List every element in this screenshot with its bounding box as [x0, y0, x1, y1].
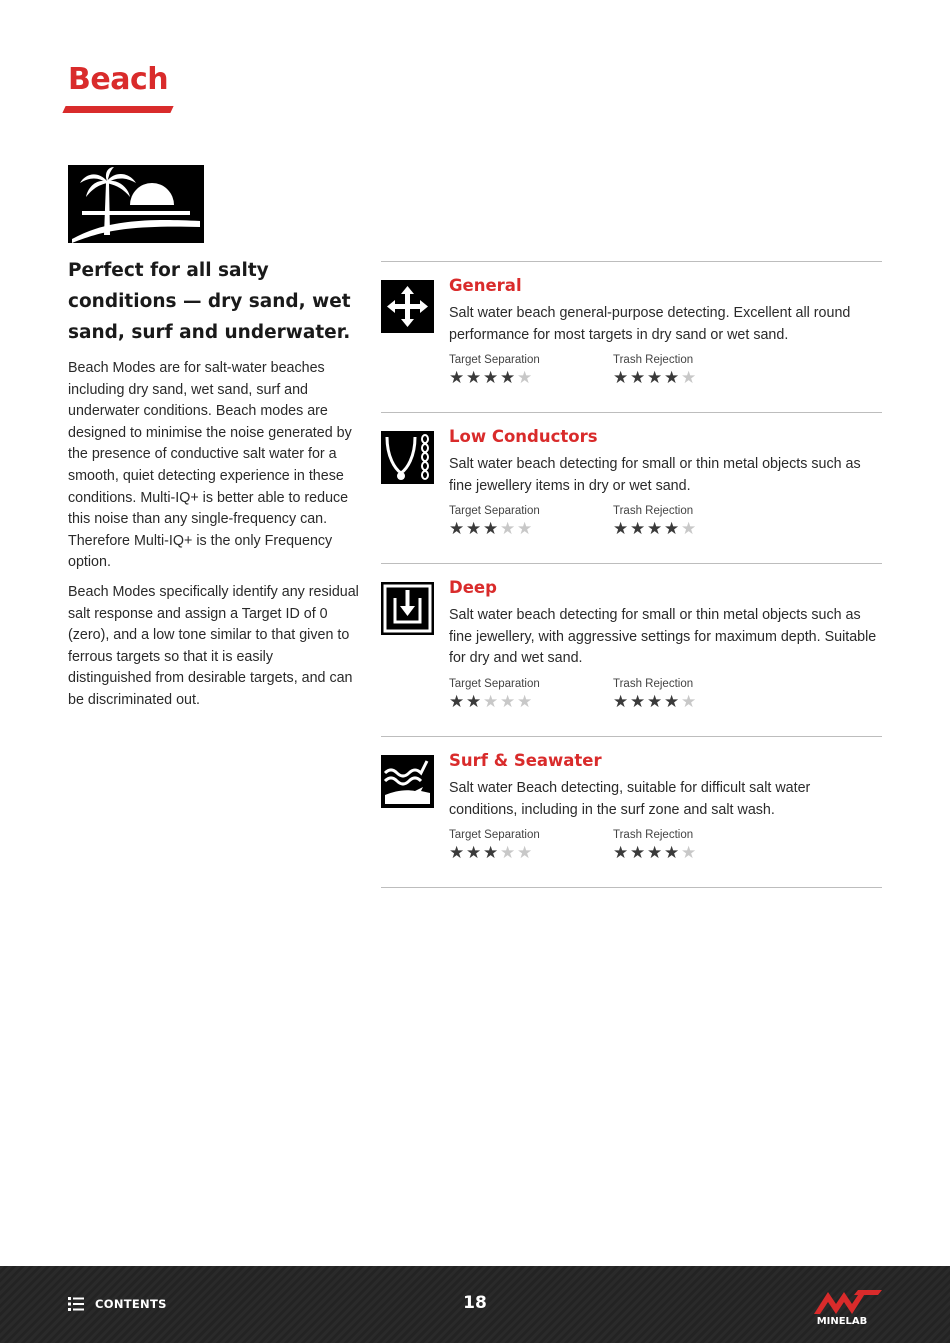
star-rating	[613, 692, 777, 712]
intro-paragraph: Beach Modes are for salt-water beaches including dry sand, wet sand, surf and underwater conditions. Beach modes are designed to minimise the noise generated by the presence of conductive salt water for a smooth, quiet detecting experience in these conditions. Multi-IQ+ is better able to reduce this noise than any single-frequency can. Therefore Multi-IQ+ is the only Frequency option.	[68, 360, 352, 571]
mode-name: Deep	[449, 578, 497, 597]
divider	[381, 887, 882, 888]
star-filled-icon: ★	[483, 368, 499, 388]
star-rating	[449, 692, 613, 712]
star-filled-icon: ★	[483, 519, 499, 539]
star-empty-icon: ★	[500, 519, 516, 539]
star-filled-icon: ★	[449, 843, 465, 863]
star-filled-icon: ★	[664, 368, 680, 388]
target-separation-rating	[449, 354, 613, 388]
star-filled-icon: ★	[613, 519, 629, 539]
star-filled-icon: ★	[449, 691, 465, 711]
mode-general	[381, 261, 882, 412]
target-separation-rating	[449, 505, 613, 539]
star-filled-icon: ★	[613, 843, 629, 863]
star-empty-icon: ★	[681, 691, 697, 711]
star-filled-icon: ★	[630, 843, 646, 863]
star-empty-icon: ★	[500, 691, 516, 711]
star-filled-icon: ★	[630, 691, 646, 711]
mode-name: Surf & Seawater	[449, 751, 602, 770]
star-empty-icon: ★	[517, 519, 533, 539]
rating-label: Target Separation	[449, 829, 540, 842]
title-underline	[62, 106, 173, 113]
star-filled-icon: ★	[449, 368, 465, 388]
intro-section	[68, 255, 360, 720]
star-filled-icon: ★	[449, 519, 465, 539]
star-filled-icon: ★	[647, 691, 663, 711]
rating-label: Trash Rejection	[613, 505, 694, 518]
trash-rejection-rating	[613, 505, 777, 539]
star-filled-icon: ★	[613, 691, 629, 711]
logo-text: MINELAB	[816, 1316, 868, 1327]
star-empty-icon: ★	[681, 843, 697, 863]
mode-deep	[381, 563, 882, 736]
star-filled-icon: ★	[630, 519, 646, 539]
star-empty-icon: ★	[517, 368, 533, 388]
modes-list	[381, 261, 882, 888]
intro-paragraph: Beach Modes specifically identify any residual salt response and assign a Target ID of 0 (zero), and a low tone similar to that given to ferrous targets so that it is easily distinguished from desirable targets, and can be discriminated out.	[68, 583, 359, 708]
trash-rejection-rating	[613, 678, 777, 712]
lead-text: Perfect for all salty conditions — dry sand, wet sand, surf and underwater.	[68, 260, 351, 343]
star-filled-icon: ★	[647, 368, 663, 388]
rating-label: Trash Rejection	[613, 829, 694, 842]
star-empty-icon: ★	[681, 519, 697, 539]
footer-bar	[0, 1266, 950, 1343]
star-filled-icon: ★	[613, 368, 629, 388]
star-rating	[449, 519, 613, 539]
star-rating	[449, 368, 613, 388]
star-filled-icon: ★	[664, 519, 680, 539]
star-empty-icon: ★	[681, 368, 697, 388]
mode-name: General	[449, 276, 522, 295]
star-filled-icon: ★	[647, 843, 663, 863]
contents-label: CONTENTS	[95, 1297, 167, 1311]
deep-target-arrow-icon	[381, 582, 434, 635]
star-filled-icon: ★	[466, 519, 482, 539]
star-filled-icon: ★	[466, 843, 482, 863]
rating-label: Target Separation	[449, 677, 540, 690]
target-separation-rating	[449, 829, 613, 863]
star-empty-icon: ★	[483, 691, 499, 711]
star-filled-icon: ★	[500, 368, 516, 388]
mode-description: Salt water beach detecting for small or thin metal objects such as fine jewellery, with aggressive settings for maximum depth. Suitable for dry and wet sand.	[449, 607, 877, 667]
star-filled-icon: ★	[664, 843, 680, 863]
page-title: Beach	[68, 62, 169, 97]
star-rating	[613, 368, 777, 388]
page-number: 18	[463, 1293, 487, 1313]
mode-description: Salt water beach general-purpose detecting. Excellent all round performance for most targets in dry sand or wet sand.	[449, 305, 851, 343]
star-rating	[613, 843, 777, 863]
arrows-all-directions-icon	[381, 280, 434, 333]
star-rating	[449, 843, 613, 863]
star-empty-icon: ★	[517, 691, 533, 711]
waves-seabed-icon	[381, 755, 434, 808]
star-rating	[613, 519, 777, 539]
mode-name: Low Conductors	[449, 427, 598, 446]
star-empty-icon: ★	[500, 843, 516, 863]
mode-low-conductors	[381, 412, 882, 563]
trash-rejection-rating	[613, 829, 777, 863]
target-separation-rating	[449, 678, 613, 712]
star-filled-icon: ★	[664, 691, 680, 711]
mode-surf-seawater	[381, 736, 882, 887]
necklace-chain-icon	[381, 431, 434, 484]
star-filled-icon: ★	[630, 368, 646, 388]
mode-description: Salt water Beach detecting, suitable for difficult salt water conditions, including in the surf zone and salt wash.	[449, 780, 811, 818]
rating-label: Trash Rejection	[613, 677, 694, 690]
star-filled-icon: ★	[483, 843, 499, 863]
star-filled-icon: ★	[466, 368, 482, 388]
trash-rejection-rating	[613, 354, 777, 388]
star-empty-icon: ★	[517, 843, 533, 863]
beach-palm-sunset-icon	[68, 165, 204, 243]
mode-description: Salt water beach detecting for small or thin metal objects such as fine jewellery items in dry or wet sand.	[449, 456, 861, 494]
star-filled-icon: ★	[466, 691, 482, 711]
star-filled-icon: ★	[647, 519, 663, 539]
rating-label: Target Separation	[449, 505, 540, 518]
minelab-logo-icon	[812, 1286, 884, 1330]
rating-label: Trash Rejection	[613, 354, 694, 367]
rating-label: Target Separation	[449, 354, 540, 367]
